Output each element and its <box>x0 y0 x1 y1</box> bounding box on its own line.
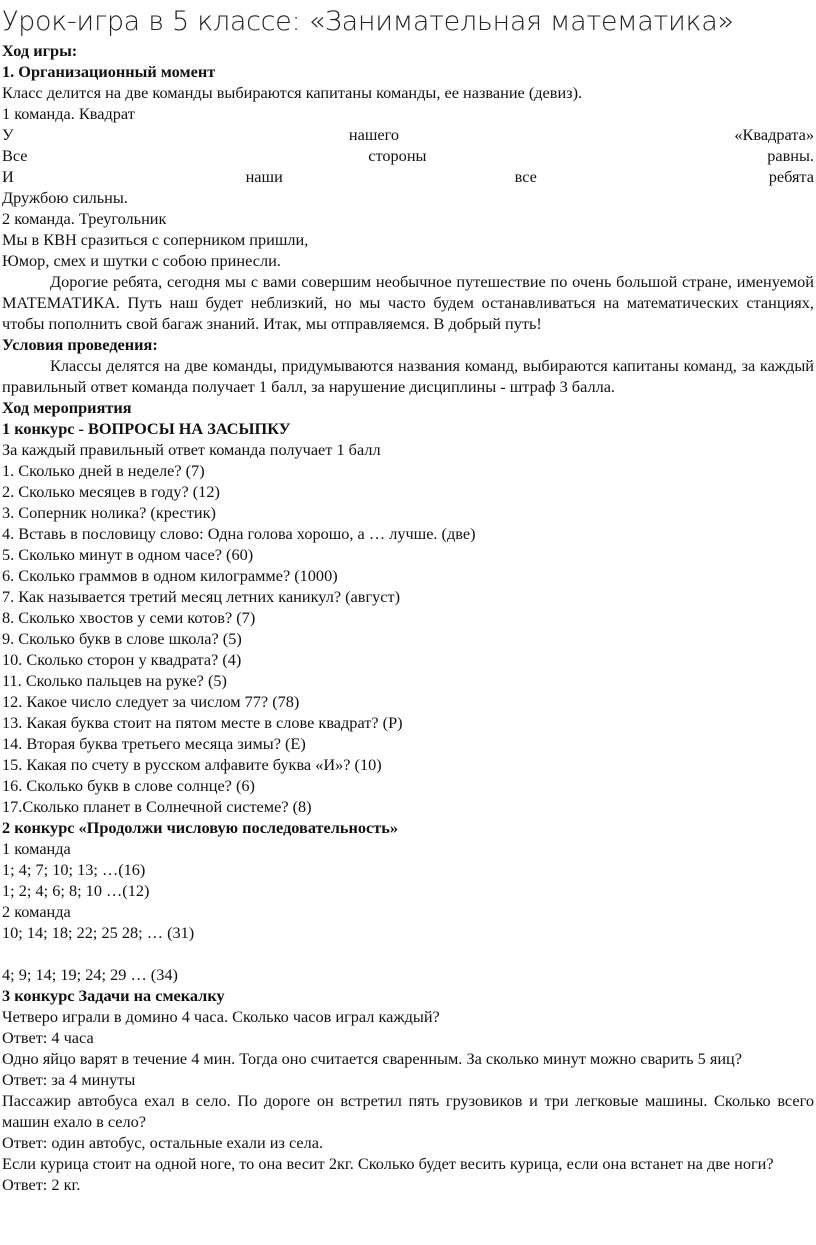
poem-word: У <box>2 125 14 144</box>
poem2-line-2: Юмор, смех и шутки с собою принесли. <box>2 251 281 270</box>
question-item: 14. Вторая буква третьего месяца зимы? (Е) <box>2 734 306 753</box>
contest2-team2: 2 команда <box>2 902 71 921</box>
org-intro: Класс делится на две команды выбираются капитаны команды, ее название (девиз). <box>2 83 583 102</box>
sequence-item: 1; 4; 7; 10; 13; …(16) <box>2 860 146 879</box>
conditions-heading: Условия проведения: <box>2 335 158 354</box>
contest1-heading: 1 конкурс - ВОПРОСЫ НА ЗАСЫПКУ <box>2 419 291 438</box>
question-item: 2. Сколько месяцев в году? (12) <box>2 482 220 501</box>
team1-name: 1 команда. Квадрат <box>2 104 135 123</box>
poem2-line-1: Мы в КВН сразиться с соперником пришли, <box>2 230 309 249</box>
event-heading: Ход мероприятия <box>2 398 132 417</box>
question-item: 4. Вставь в пословицу слово: Одна голова хорошо, а … лучше. (две) <box>2 524 476 543</box>
poem1-line-4: Дружбою сильны. <box>2 188 128 207</box>
poem-word: ребята <box>768 167 814 186</box>
question-item: 11. Сколько пальцев на руке? (5) <box>2 671 227 690</box>
question-item: 17.Сколько планет в Солнечной системе? (8) <box>2 797 312 816</box>
riddle-question: Если курица стоит на одной ноге, то она весит 2кг. Сколько будет весить курица, если она встанет на две ноги? <box>2 1154 774 1173</box>
question-item: 8. Сколько хвостов у семи котов? (7) <box>2 608 256 627</box>
poem-word: равны. <box>767 146 814 165</box>
question-item: 16. Сколько букв в слове солнце? (6) <box>2 776 255 795</box>
poem-word: И <box>2 167 14 186</box>
question-item: 13. Какая буква стоит на пятом месте в слове квадрат? (Р) <box>2 713 403 732</box>
poem-word: «Квадрата» <box>734 125 814 144</box>
contest2-heading: 2 конкурс «Продолжи числовую последовательность» <box>2 818 399 837</box>
sequence-item: 4; 9; 14; 19; 24; 29 … (34) <box>2 965 178 984</box>
contest2-team1: 1 команда <box>2 839 71 858</box>
contest3-heading: 3 конкурс Задачи на смекалку <box>2 986 225 1005</box>
question-item: 9. Сколько букв в слове школа? (5) <box>2 629 242 648</box>
poem1-line-2 <box>2 145 814 166</box>
riddle-answer: Ответ: за 4 минуты <box>2 1070 136 1089</box>
poem-word: наши <box>245 167 283 186</box>
question-item: 10. Сколько сторон у квадрата? (4) <box>2 650 242 669</box>
question-item: 3. Соперник нолика? (крестик) <box>2 503 216 522</box>
game-heading: Ход игры: <box>2 41 78 60</box>
conditions-text: Классы делятся на две команды, придумываются названия команд, выбираются капитаны команд, за каждый правильный ответ команда получает 1 балл, за нарушение дисциплины - штраф 3 балла. <box>2 356 814 396</box>
blank-line <box>2 943 814 964</box>
question-item: 6. Сколько граммов в одном килограмме? (1000) <box>2 566 338 585</box>
question-item: 5. Сколько минут в одном часе? (60) <box>2 545 254 564</box>
sequence-item: 10; 14; 18; 22; 25 28; … (31) <box>2 923 195 942</box>
question-item: 12. Какое число следует за числом 77? (78) <box>2 692 300 711</box>
poem-word: Все <box>2 146 28 165</box>
question-item: 7. Как называется третий месяц летних каникул? (август) <box>2 587 401 606</box>
sequence-item: 1; 2; 4; 6; 8; 10 …(12) <box>2 881 150 900</box>
poem-word: стороны <box>368 146 427 165</box>
question-item: 1. Сколько дней в неделе? (7) <box>2 461 205 480</box>
page-title: Урок-игра в 5 классе: «Занимательная математика» <box>2 6 734 37</box>
riddle-question: Пассажир автобуса ехал в село. По дороге он встретил пять грузовиков и три легковые машины. Сколько всего машин ехало в село? <box>2 1091 814 1131</box>
poem1-line-3 <box>2 166 814 187</box>
team2-name: 2 команда. Треугольник <box>2 209 167 228</box>
contest1-note: За каждый правильный ответ команда получает 1 балл <box>2 440 381 459</box>
question-item: 15. Какая по счету в русском алфавите буква «И»? (10) <box>2 755 382 774</box>
document-body <box>2 40 814 1195</box>
intro-speech: Дорогие ребята, сегодня мы с вами совершим необычное путешествие по очень большой стране, именуемой МАТЕМАТИКА. Путь наш будет неблизкий, но мы часто будем останавливаться на математических станциях, чтобы пополнить свой багаж знаний. Итак, мы отправляемся. В добрый путь! <box>2 272 814 333</box>
riddle-answer: Ответ: 2 кг. <box>2 1175 81 1194</box>
riddle-question: Одно яйцо варят в течение 4 мин. Тогда оно считается сваренным. За сколько минут можно сварить 5 яиц? <box>2 1049 742 1068</box>
riddle-question: Четверо играли в домино 4 часа. Сколько часов играл каждый? <box>2 1007 440 1026</box>
org-heading: 1. Организационный момент <box>2 62 216 81</box>
poem-word: нашего <box>348 125 400 144</box>
riddle-answer: Ответ: 4 часа <box>2 1028 94 1047</box>
riddle-answer: Ответ: один автобус, остальные ехали из села. <box>2 1133 324 1152</box>
poem1-line-1 <box>2 124 814 145</box>
poem-word: все <box>514 167 537 186</box>
